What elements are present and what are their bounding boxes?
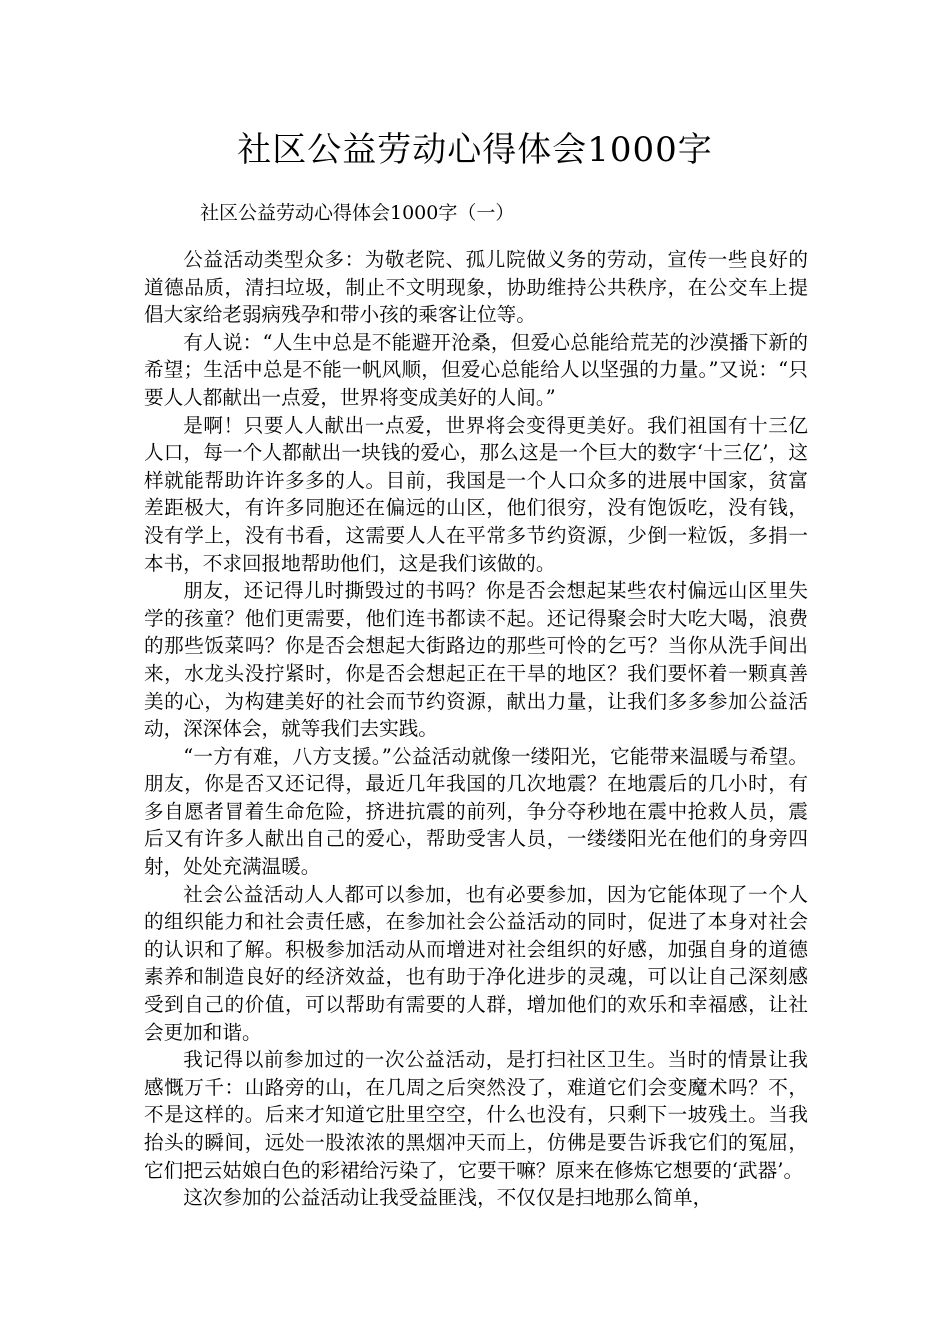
section-heading: 社区公益劳动心得体会1000字（一） [200, 202, 515, 224]
body-paragraph: 朋友，还记得儿时撕毁过的书吗？你是否会想起某些农村偏远山区里失学的孩童？他们更需要，他们连书都读不起。还记得聚会时大吃大喝，浪费的那些饭菜吗？你是否会想起大街路边的那些可怜的乞丐？当你从洗手间出来，水龙头没拧紧时，你是否会想起正在干旱的地区？我们要怀着一颗真善美的心，为构建美好的社会而节约资源，献出力量，让我们多多参加公益活动，深深体会，就等我们去实践。 [144, 579, 808, 741]
body-paragraph: 有人说：“人生中总是不能避开沧桑，但爱心总能给荒芜的沙漠播下新的希望；生活中总是不能一帆风顺，但爱心总能给人以坚强的力量。”又说：“只要人人都献出一点爱，世界将变成美好的人间。” [144, 330, 808, 409]
body-paragraph: 社会公益活动人人都可以参加，也有必要参加，因为它能体现了一个人的组织能力和社会责任感，在参加社会公益活动的同时，促进了本身对社会的认识和了解。积极参加活动从而增进对社会组织的好感，加强自身的道德素养和制造良好的经济效益，也有助于净化进步的灵魂，可以让自己深刻感受到自己的价值，可以帮助有需要的人群，增加他们的欢乐和幸福感，让社会更加和谐。 [144, 882, 808, 1044]
body-paragraph: “一方有难，八方支援。”公益活动就像一缕阳光，它能带来温暖与希望。朋友，你是否又还记得，最近几年我国的几次地震？在地震后的几小时，有多自愿者冒着生命危险，挤进抗震的前列，争分夺秒地在震中抢救人员，震后又有许多人献出自己的爱心，帮助受害人员，一缕缕阳光在他们的身旁四射，处处充满温暖。 [144, 744, 808, 879]
document-body [144, 246, 808, 1212]
body-paragraph: 这次参加的公益活动让我受益匪浅，不仅仅是扫地那么简单， [183, 1186, 713, 1210]
document-title: 社区公益劳动心得体会1000字 [237, 130, 713, 170]
body-paragraph: 是啊！只要人人献出一点爱，世界将会变得更美好。我们祖国有十三亿人口，每一个人都献出一块钱的爱心，那么这是一个巨大的数字‘十三亿’，这样就能帮助许许多多的人。目前，我国是一个人口众多的进展中国家，贫富差距极大，有许多同胞还在偏远的山区，他们很穷，没有饱饭吃，没有钱，没有学上，没有书看，这需要人人在平常多节约资源，少倒一粒饭，多捐一本书，不求回报地帮助他们，这是我们该做的。 [144, 413, 808, 575]
body-paragraph: 公益活动类型众多：为敬老院、孤儿院做义务的劳动，宣传一些良好的道德品质，清扫垃圾，制止不文明现象，协助维持公共秩序，在公交车上提倡大家给老弱病残孕和带小孩的乘客让位等。 [144, 248, 808, 327]
body-paragraph: 我记得以前参加过的一次公益活动，是打扫社区卫生。当时的情景让我感慨万千：山路旁的山，在几周之后突然没了，难道它们会变魔术吗？不，不是这样的。后来才知道它肚里空空，什么也没有，只剩下一坡残土。当我抬头的瞬间，远处一股浓浓的黑烟冲天而上，仿佛是要告诉我它们的冤屈，它们把云姑娘白色的彩裙给污染了，它要干嘛？原来在修炼它想要的‘武器’。 [144, 1048, 808, 1182]
